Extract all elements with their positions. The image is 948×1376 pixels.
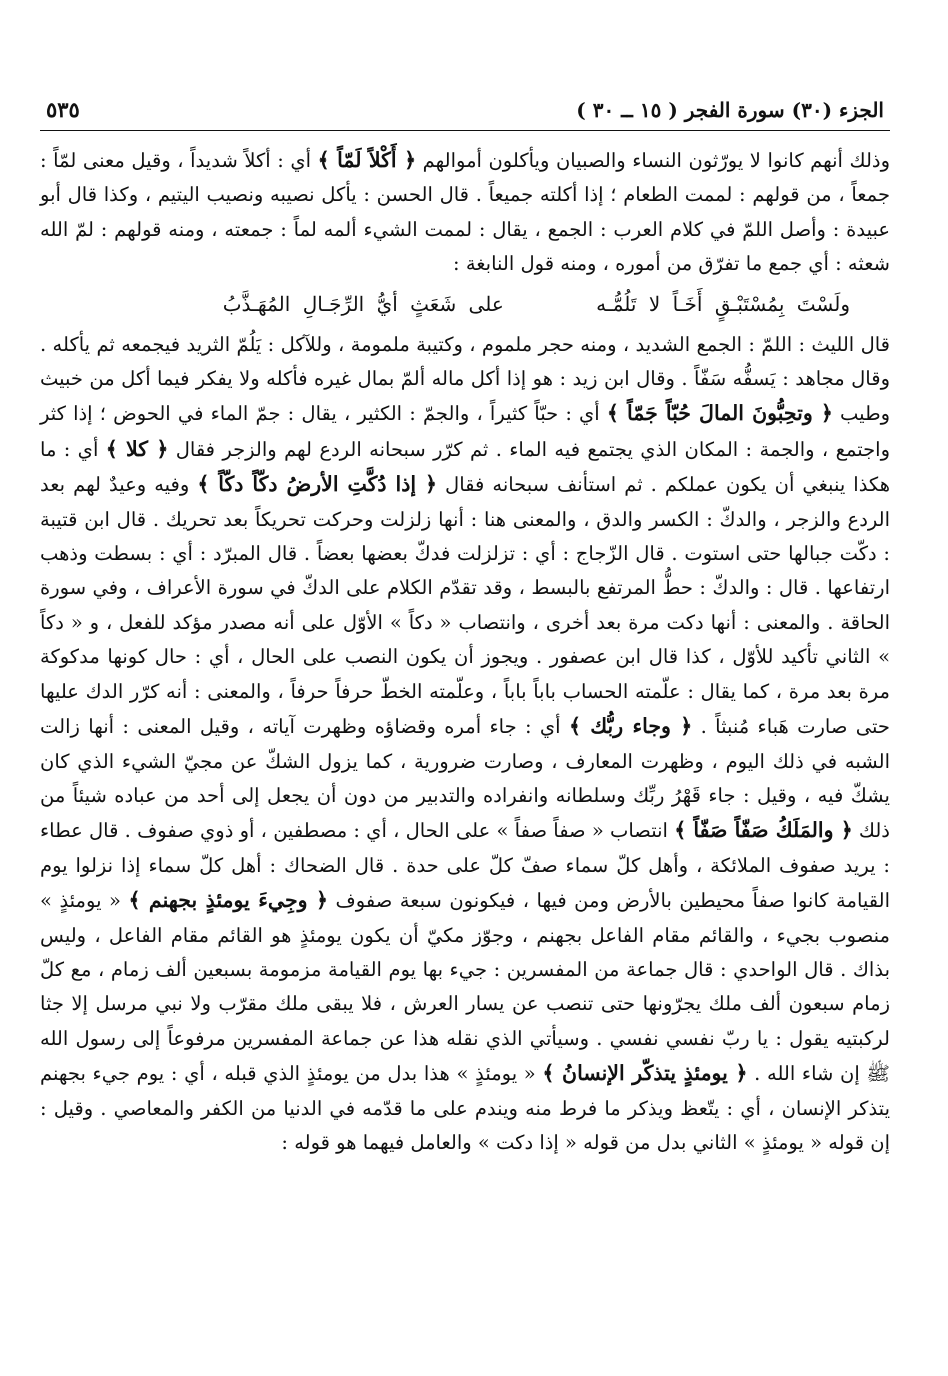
poetry-verse xyxy=(40,284,890,324)
paragraph-1 xyxy=(40,143,890,282)
verse-hemistich-second: على شَعَثٍ أيُّ الرِّجَـالِ المُهَـذَّبُ xyxy=(222,291,504,316)
quran-quote: ﴿ أَكْلاً لَمّاً ﴾ xyxy=(317,148,417,172)
text-segment: أي : أكلاً شديداً ، وقيل معنى لمّاً : جمعاً ، من قولهم : لممت الطعام ؛ إذا أكلته جميعاً . قال الحسن : يأكل نصيبه ونصيب اليتيم ، وكذا قال أبو عبيدة : وأصل اللمّ في كلام العرب : الجمع ، يقال : لممت الشيء ألمه لماً : جمعته ، ومنه قولهم : لمّ الله شعثه : أي جمع ما تفرّق من أموره ، ومنه قول النابغة : xyxy=(40,149,890,276)
text-segment: وفيه وعيدٌ لهم بعد الردع والزجر ، والدكّ : الكسر والدق ، والمعنى هنا : أنها زلزلت وحركت تحريكاً بعد تحريك . قال ابن قتيبة : دكّت جبالها حتى استوت . قال الزّجاج : أي : تزلزلت فدكّ بعضها بعضاً . قال المبرّد : أي : بسطت وذهب ارتفاعها . قال : والدكّ : حطُّ المرتفع بالبسط ، وقد تقدّم الكلام على الدكّ في سورة الأعراف ، وفي سورة الحاقة . والمعنى : أنها دكت مرة بعد أخرى ، وانتصاب « دكاً » الأوّل على أنه مصدر مؤكد للفعل ، و « دكاً » الثاني تأكيد للأوّل ، كذا قال ابن عصفور . ويجوز أن يكون النصب على الحال ، أي : حال كونها مدكوكة مرة بعد مرة ، كما يقال : علّمته الحساب باباً باباً ، وعلّمته الخطّ حرفاً حرفاً ، والمعنى : أنه كرّر الدك عليها حتى صارت هَباء مُنبثاً . xyxy=(40,473,890,739)
page-body xyxy=(40,143,890,1160)
running-title: الجزء (٣٠) سورة الفجر ( ١٥ ــ ٣٠ ) xyxy=(576,98,884,122)
quran-quote: ﴿ يومئذٍ يتذكّر الإنسانُ ﴾ xyxy=(542,1061,748,1086)
quran-quote: ﴿ وجاء ربُّك ﴾ xyxy=(568,714,693,739)
book-page xyxy=(40,86,890,1160)
text-segment: أي : جاء أمره وقضاؤه وظهرت آياته ، وقيل المعنى : أنها زالت الشبه في ذلك اليوم ، وظهرت المعارف ، وصارت ضرورية ، كما يزول الشكّ عن مجيّ الشيء الذي كان يشكّ فيه ، وقيل : جاء قَهْرُ ربِّك وسلطانه وانفراده والتدبير من دون أن يجعل إلى أحد من عباده شيئاً من ذلك xyxy=(40,715,890,843)
paragraph-2 xyxy=(40,328,890,1161)
text-segment: أي : حبّاً كثيراً ، والجمّ : الكثير ، يقال : جمّ الماء في الحوض ؛ إذا كثر واجتمع ، والجمة : المكان الذي يجتمع فيه الماء . ثم كرّر سبحانه الردع لهم والزجر فقال xyxy=(40,402,890,461)
text-segment: « يومئذٍ » منصوب بجيء ، والقائم مقام الفاعل بجهنم ، وجوّز مكيّ أن يكون يومئذٍ هو القائم مقام الفاعل ، وليس بذاك . قال الواحدي : قال جماعة من المفسرين : جيء بها يوم القيامة مزمومة بسبعين ألف زمام ، مع كلّ زمام سبعون ألف ملك يجرّونها حتى تنصب عن يسار العرش ، فلا يبقى ملك مقرّب ولا نبي مرسل إلا جثا لركبتيه يقول : يا ربّ نفسي نفسي . وسيأتي الذي نقله هذا عن جماعة المفسرين مرفوعاً إلى رسول الله ﷺ إن شاء الله . xyxy=(40,889,890,1086)
page-header xyxy=(40,86,890,131)
page-number: ٥٣٥ xyxy=(46,97,80,122)
quran-quote: ﴿ وجِيءَ يومئذٍ بجهنم ﴾ xyxy=(128,888,329,913)
quran-quote: ﴿ وتحِبُّونَ المالَ حُبّاً جَمّاً ﴾ xyxy=(606,401,833,426)
text-segment: قال الليث : اللمّ : الجمع الشديد ، ومنه حجر ملموم ، وكتيبة ملمومة ، وللآكل : يَلُمّ الثريد فيجمعه ثم يأكله . وقال مجاهد : يَسفُّه سَفّاً . وقال ابن زيد : هو إذا أكل ماله ألمّ بمال غيره فأكله ولا يفكر فيما أكل من خبيث وطيب xyxy=(40,332,890,426)
text-segment: « يومئذٍ » هذا بدل من يومئذٍ الذي قبله ، أي : يوم جيء بجهنم يتذكر الإنسان ، أي : يتّعظ ويذكر ما فرط منه ويندم على ما قدّمه في الدنيا من الكفر والمعاصي . وقيل : إن قوله « يومئذٍ » الثاني بدل من قوله « إذا دكت » والعامل فيهما هو قوله : xyxy=(40,1062,890,1154)
quran-quote: ﴿ كلا ﴾ xyxy=(105,436,169,461)
text-segment: أي : ما هكذا ينبغي أن يكون عملكم . ثم استأنف سبحانه فقال xyxy=(40,437,890,497)
quran-quote: ﴿ والمَلَكُ صَفّاً صَفّاً ﴾ xyxy=(674,818,853,843)
verse-hemistich-first: ولَسْتَ بِمُسْتَبْـقٍ أَخَـاً لا تَلُمُّـه xyxy=(596,291,850,316)
text-segment: انتصاب « صفاً صفاً » على الحال ، أي : مصطفين ، أو ذوي صفوف . قال عطاء : يريد صفوف الملائكة ، وأهل كلّ سماء صفّ كلّ على حدة . قال الضحاك : أهل كلّ سماء إذا نزلوا يوم القيامة كانوا صفاً محيطين بالأرض ومن فيها ، فيكونون سبعة صفوف xyxy=(40,819,891,913)
quran-quote: ﴿ إذا دُكَّتِ الأرضُ دكّاً دكّاً ﴾ xyxy=(197,472,438,497)
text-segment: وذلك أنهم كانوا لا يورّثون النساء والصبيان ويأكلون أموالهم xyxy=(416,149,891,172)
